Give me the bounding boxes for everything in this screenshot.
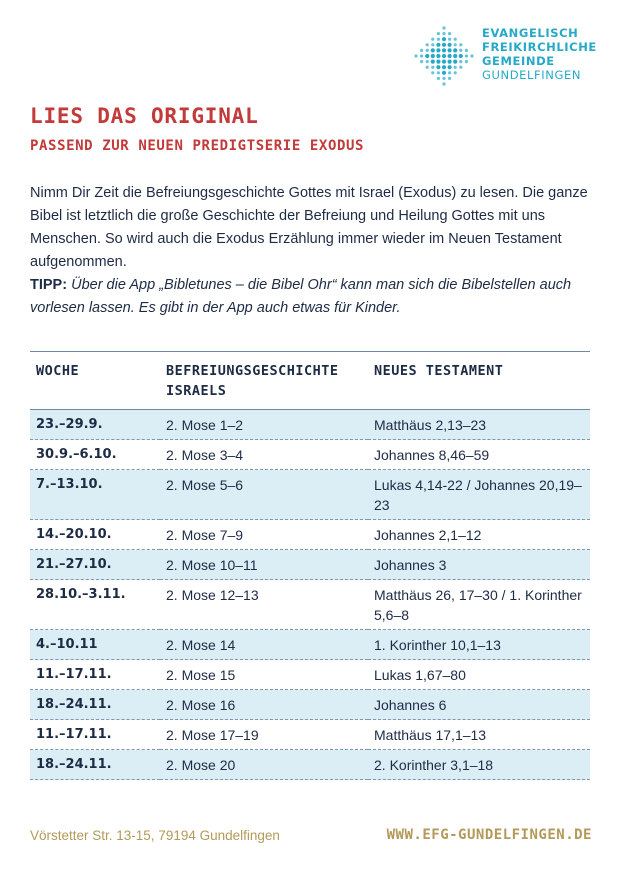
cell-new-testament: Johannes 8,46–59 (368, 440, 590, 470)
cell-week: 23.–29.9. (30, 410, 160, 440)
cell-new-testament: Lukas 1,67–80 (368, 660, 590, 690)
table-row (30, 690, 590, 720)
cell-old-testament: 2. Mose 17–19 (160, 720, 368, 750)
logo-line-3: GEMEINDE (482, 54, 555, 68)
table-row (30, 580, 590, 630)
table-row (30, 630, 590, 660)
page-subtitle: PASSEND ZUR NEUEN PREDIGTSERIE EXODUS (30, 138, 365, 154)
cell-week: 30.9.–6.10. (30, 440, 160, 470)
cell-old-testament: 2. Mose 12–13 (160, 580, 368, 630)
tip-label: TIPP: (30, 277, 68, 293)
cell-new-testament: Matthäus 17,1–13 (368, 720, 590, 750)
church-logo (412, 24, 602, 88)
cell-week: 11.–17.11. (30, 720, 160, 750)
cell-old-testament: 2. Mose 15 (160, 660, 368, 690)
cell-week: 18.–24.11. (30, 690, 160, 720)
intro-text-block (30, 182, 590, 320)
cell-new-testament: 2. Korinther 3,1–18 (368, 750, 590, 780)
cell-week: 18.–24.11. (30, 750, 160, 780)
dotted-diamond-logo-icon (412, 26, 476, 86)
cell-new-testament: Matthäus 26, 17–30 / 1. Korinther 5,6–8 (368, 580, 590, 630)
cell-week: 14.–20.10. (30, 520, 160, 550)
table-row (30, 410, 590, 440)
cell-old-testament: 2. Mose 1–2 (160, 410, 368, 440)
cell-old-testament: 2. Mose 7–9 (160, 520, 368, 550)
page-title: LIES DAS ORIGINAL (30, 104, 259, 128)
cell-old-testament: 2. Mose 20 (160, 750, 368, 780)
cell-week: 21.–27.10. (30, 550, 160, 580)
table-row (30, 720, 590, 750)
table-row (30, 470, 590, 520)
cell-old-testament: 2. Mose 3–4 (160, 440, 368, 470)
cell-new-testament: Johannes 3 (368, 550, 590, 580)
cell-week: 7.–13.10. (30, 470, 160, 520)
cell-new-testament: Matthäus 2,13–23 (368, 410, 590, 440)
cell-week: 11.–17.11. (30, 660, 160, 690)
cell-old-testament: 2. Mose 14 (160, 630, 368, 660)
cell-week: 28.10.–3.11. (30, 580, 160, 630)
table-row (30, 660, 590, 690)
table-row (30, 520, 590, 550)
tip-text: Über die App „Bibletunes – die Bibel Ohr“ kann man sich die Bibelstellen auch vorlesen lassen. Es gibt in der App auch etwas für Kinder. (30, 277, 572, 316)
logo-line-1: EVANGELISCH (482, 26, 579, 40)
header-new-testament: NEUES TESTAMENT (368, 352, 590, 410)
header-old-testament: BEFREIUNGSGESCHICHTE ISRAELS (160, 352, 368, 410)
table-header-row (30, 352, 590, 410)
table-row (30, 550, 590, 580)
logo-line-4: GUNDELFINGEN (482, 68, 582, 82)
reading-plan-table (30, 351, 590, 780)
cell-new-testament: 1. Korinther 10,1–13 (368, 630, 590, 660)
tip-paragraph (30, 274, 590, 320)
header-week: WOCHE (30, 352, 160, 410)
cell-old-testament: 2. Mose 16 (160, 690, 368, 720)
logo-wordmark (482, 26, 597, 82)
cell-old-testament: 2. Mose 5–6 (160, 470, 368, 520)
footer-website-link[interactable]: WWW.EFG-GUNDELFINGEN.DE (386, 827, 592, 843)
table-body (30, 410, 590, 780)
table-row (30, 750, 590, 780)
intro-paragraph: Nimm Dir Zeit die Befreiungsgeschichte Gottes mit Israel (Exodus) zu lesen. Die ganze Bibel ist letztlich die große Geschichte der Befreiung und Heilung Gottes mit uns Menschen. So wird auch die Exodus Erzählung immer wieder im Neuen Testament aufgenommen. (30, 185, 588, 270)
cell-week: 4.–10.11 (30, 630, 160, 660)
logo-line-2: FREIKIRCHLICHE (482, 40, 597, 54)
cell-old-testament: 2. Mose 10–11 (160, 550, 368, 580)
cell-new-testament: Lukas 4,14-22 / Johannes 20,19–23 (368, 470, 590, 520)
cell-new-testament: Johannes 2,1–12 (368, 520, 590, 550)
table-row (30, 440, 590, 470)
cell-new-testament: Johannes 6 (368, 690, 590, 720)
footer-address: Vörstetter Str. 13-15, 79194 Gundelfingen (30, 828, 280, 843)
